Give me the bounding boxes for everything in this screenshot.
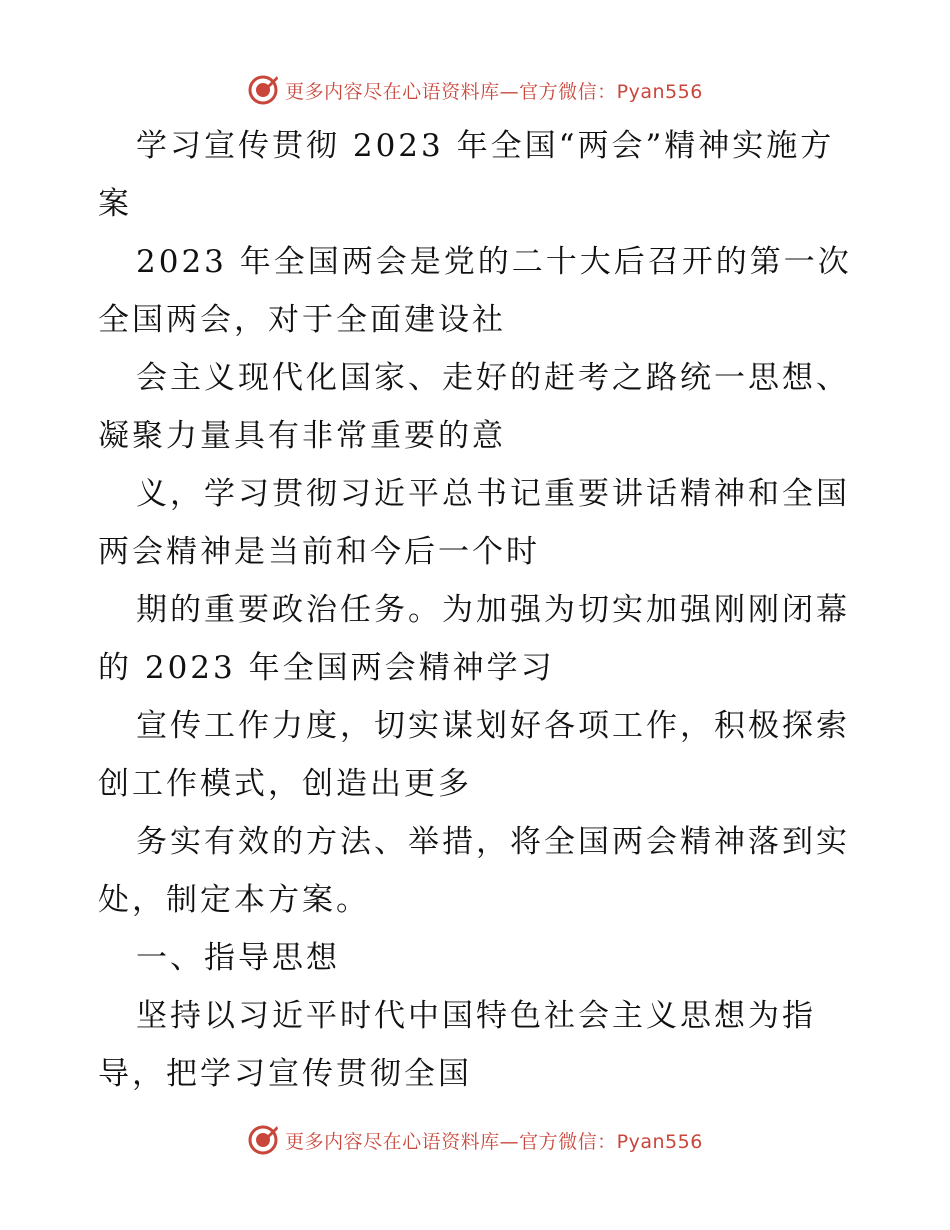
paragraph-line: 宣传工作力度，切实谋划好各项工作，积极探索 bbox=[136, 708, 850, 744]
pen-seal-icon bbox=[247, 74, 279, 106]
section-heading: 一、指导思想 bbox=[136, 940, 340, 976]
title-line-1: 学习宣传贯彻 2023 年全国“两会”精神实施方 bbox=[136, 128, 835, 164]
paragraph-line: 凝聚力量具有非常重要的意 bbox=[98, 418, 506, 454]
paragraph-line: 2023 年全国两会是党的二十大后召开的第一次 bbox=[136, 244, 852, 280]
footer-banner bbox=[0, 1120, 950, 1160]
paragraph-line: 会主义现代化国家、走好的赶考之路统一思想、 bbox=[136, 360, 850, 396]
paragraph-line: 的 2023 年全国两会精神学习 bbox=[98, 650, 555, 686]
paragraph-line: 导，把学习宣传贯彻全国 bbox=[98, 1056, 472, 1092]
header-banner-text: 更多内容尽在心语资料库—官方微信：Pyan556 bbox=[285, 80, 703, 103]
title-line-2: 案 bbox=[98, 186, 132, 222]
paragraph-line: 期的重要政治任务。为加强为切实加强刚刚闭幕 bbox=[136, 592, 850, 628]
paragraph-line: 创工作模式，创造出更多 bbox=[98, 766, 472, 802]
paragraph-line: 坚持以习近平时代中国特色社会主义思想为指 bbox=[136, 998, 816, 1034]
paragraph-line: 两会精神是当前和今后一个时 bbox=[98, 534, 540, 570]
paragraph-line: 全国两会，对于全面建设社 bbox=[98, 302, 506, 338]
header-banner bbox=[0, 70, 950, 110]
paragraph-line: 处，制定本方案。 bbox=[98, 882, 370, 918]
footer-banner-text: 更多内容尽在心语资料库—官方微信：Pyan556 bbox=[285, 1130, 703, 1153]
paragraph-line: 义，学习贯彻习近平总书记重要讲话精神和全国 bbox=[136, 476, 850, 512]
pen-seal-icon bbox=[247, 1124, 279, 1156]
paragraph-line: 务实有效的方法、举措，将全国两会精神落到实 bbox=[136, 824, 850, 860]
